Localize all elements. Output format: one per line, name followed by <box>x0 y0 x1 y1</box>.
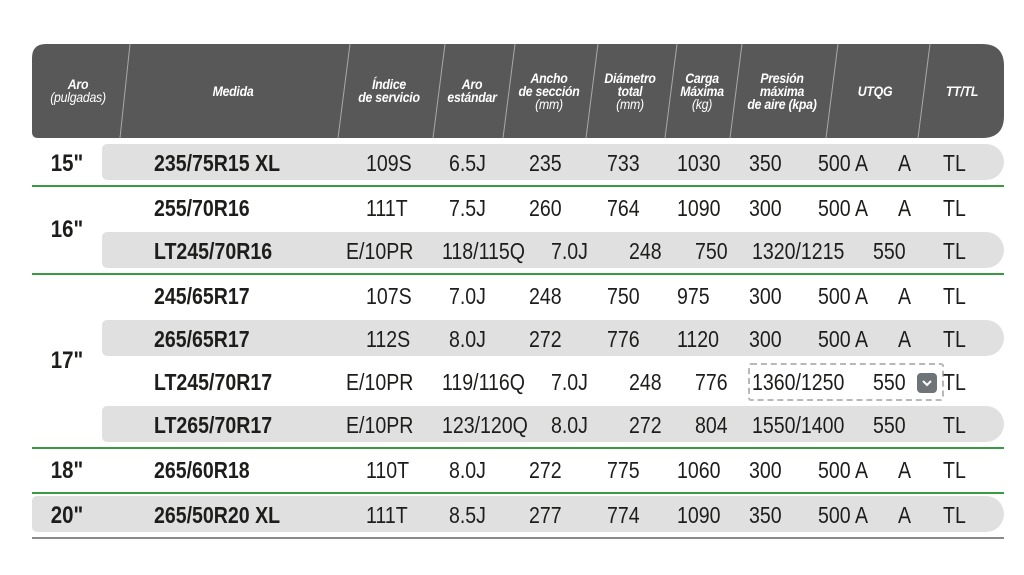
diametro-cell: 248 <box>629 369 662 395</box>
checkbox-icon[interactable] <box>917 373 937 393</box>
tttl-cell: TL <box>943 238 966 264</box>
ancho-cell: 248 <box>529 283 562 309</box>
aro-estandar-cell: 119/116Q <box>442 369 525 395</box>
diametro-cell: 776 <box>607 326 640 352</box>
diametro-cell: 775 <box>607 457 640 483</box>
presion-cell: 350 <box>749 150 782 176</box>
indice-cell: 112S <box>366 326 411 352</box>
header-presion: Presión máxima de aire (kpa) <box>747 69 817 112</box>
aro-cell: 15" <box>50 149 84 177</box>
indice-cell: E/10PR <box>346 412 414 438</box>
diametro-cell: 733 <box>607 150 640 176</box>
table-body <box>32 142 1004 537</box>
carga-cell: 1090 <box>677 195 721 221</box>
medida-cell: 245/65R17 <box>154 283 250 309</box>
indice-cell: E/10PR <box>346 369 414 395</box>
utqg-grade-cell: A <box>898 195 912 221</box>
header-indice: Índice de servicio <box>358 76 420 105</box>
presion-cell: 300 <box>749 457 782 483</box>
aro-cell: 16" <box>50 216 84 243</box>
tttl-cell: TL <box>943 150 966 176</box>
table-bottom-rule <box>32 537 1004 539</box>
header-tttl: TT/TL <box>945 82 979 99</box>
diametro-cell: 248 <box>629 238 662 264</box>
medida-cell: 235/75R15 XL <box>154 150 281 176</box>
medida-cell: LT245/70R16 <box>154 238 273 264</box>
utqg-grade-cell: A <box>898 326 912 352</box>
carga-cell: 1030 <box>677 150 721 176</box>
presion-cell: 1550/1400 <box>752 412 845 438</box>
indice-cell: 111T <box>366 502 408 528</box>
aro-estandar-cell: 7.0J <box>449 283 486 309</box>
header-aro: Aro (pulgadas) <box>50 76 106 105</box>
utqg-grade-cell: A <box>898 457 912 483</box>
tttl-cell: TL <box>943 283 966 309</box>
table-row <box>32 361 1004 404</box>
tttl-cell: TL <box>943 457 966 483</box>
utqg-cell: 500 A <box>818 195 869 221</box>
utqg-cell: 550 <box>873 369 906 395</box>
diametro-cell: 272 <box>629 412 662 438</box>
aro-estandar-cell: 8.0J <box>449 457 486 483</box>
utqg-cell: 500 A <box>818 283 869 309</box>
tttl-cell: TL <box>943 195 966 221</box>
tttl-cell: TL <box>943 412 966 438</box>
medida-cell: 265/60R18 <box>154 457 250 483</box>
diametro-cell: 774 <box>607 502 640 528</box>
ancho-cell: 260 <box>529 195 562 221</box>
header-diametro: Diámetro total (mm) <box>604 69 656 112</box>
aro-estandar-cell: 7.5J <box>449 195 486 221</box>
presion-cell: 1320/1215 <box>752 238 845 264</box>
indice-cell: 109S <box>366 150 412 176</box>
table-row <box>32 494 1004 537</box>
carga-cell: 1090 <box>677 502 721 528</box>
medida-cell: 265/65R17 <box>154 326 250 352</box>
presion-cell: 1360/1250 <box>752 369 845 395</box>
carga-cell: 776 <box>695 369 728 395</box>
header-carga: Carga Máxima (kg) <box>680 69 724 112</box>
aro-cell: 18" <box>50 456 84 484</box>
aro-cell: 17" <box>50 347 84 374</box>
table-row <box>32 404 1004 447</box>
table-row <box>32 449 1004 492</box>
diametro-cell: 764 <box>607 195 640 221</box>
presion-cell: 300 <box>749 283 782 309</box>
diametro-cell: 750 <box>607 283 640 309</box>
utqg-cell: 500 A <box>818 150 869 176</box>
tire-spec-table <box>32 44 1004 537</box>
indice-cell: 111T <box>366 195 408 221</box>
table-row <box>32 142 1004 185</box>
carga-cell: 975 <box>677 283 710 309</box>
aro-estandar-cell: 8.5J <box>449 502 486 528</box>
tttl-cell: TL <box>943 369 966 395</box>
medida-cell: 265/50R20 XL <box>154 502 281 528</box>
utqg-cell: 550 <box>873 412 906 438</box>
medida-cell: LT265/70R17 <box>154 412 273 438</box>
medida-cell: LT245/70R17 <box>154 369 273 395</box>
utqg-cell: 500 A <box>818 326 869 352</box>
aro-estandar-cell: 6.5J <box>449 150 486 176</box>
carga-cell: 804 <box>695 412 728 438</box>
ancho-cell: 8.0J <box>551 412 588 438</box>
carga-cell: 1120 <box>677 326 720 352</box>
tttl-cell: TL <box>943 502 966 528</box>
medida-cell: 255/70R16 <box>154 195 250 221</box>
utqg-cell: 500 A <box>818 502 869 528</box>
ancho-cell: 277 <box>529 502 562 528</box>
utqg-cell: 550 <box>873 238 906 264</box>
indice-cell: 107S <box>366 283 412 309</box>
utqg-grade-cell: A <box>898 502 912 528</box>
table-row <box>32 230 1004 273</box>
utqg-grade-cell: A <box>898 150 912 176</box>
ancho-cell: 7.0J <box>551 238 588 264</box>
ancho-cell: 272 <box>529 326 562 352</box>
aro-estandar-cell: 123/120Q <box>442 412 528 438</box>
ancho-cell: 272 <box>529 457 562 483</box>
aro-estandar-cell: 8.0J <box>449 326 486 352</box>
tttl-cell: TL <box>943 326 966 352</box>
presion-cell: 350 <box>749 502 782 528</box>
table-row <box>32 318 1004 361</box>
ancho-cell: 235 <box>529 150 562 176</box>
carga-cell: 750 <box>695 238 728 264</box>
carga-cell: 1060 <box>677 457 721 483</box>
aro-estandar-cell: 118/115Q <box>442 238 525 264</box>
table-row <box>32 275 1004 318</box>
presion-cell: 300 <box>749 326 782 352</box>
header-ancho: Ancho de sección (mm) <box>518 69 580 112</box>
table-header <box>32 44 1004 138</box>
utqg-cell: 500 A <box>818 457 869 483</box>
ancho-cell: 7.0J <box>551 369 588 395</box>
header-medida: Medida <box>212 82 254 99</box>
presion-cell: 300 <box>749 195 782 221</box>
table-row <box>32 187 1004 230</box>
indice-cell: 110T <box>366 457 410 483</box>
header-utqg: UTQG <box>857 82 893 99</box>
aro-cell: 20" <box>50 501 84 529</box>
utqg-grade-cell: A <box>898 283 912 309</box>
indice-cell: E/10PR <box>346 238 414 264</box>
header-aro-estandar: Aro estándar <box>447 76 497 105</box>
